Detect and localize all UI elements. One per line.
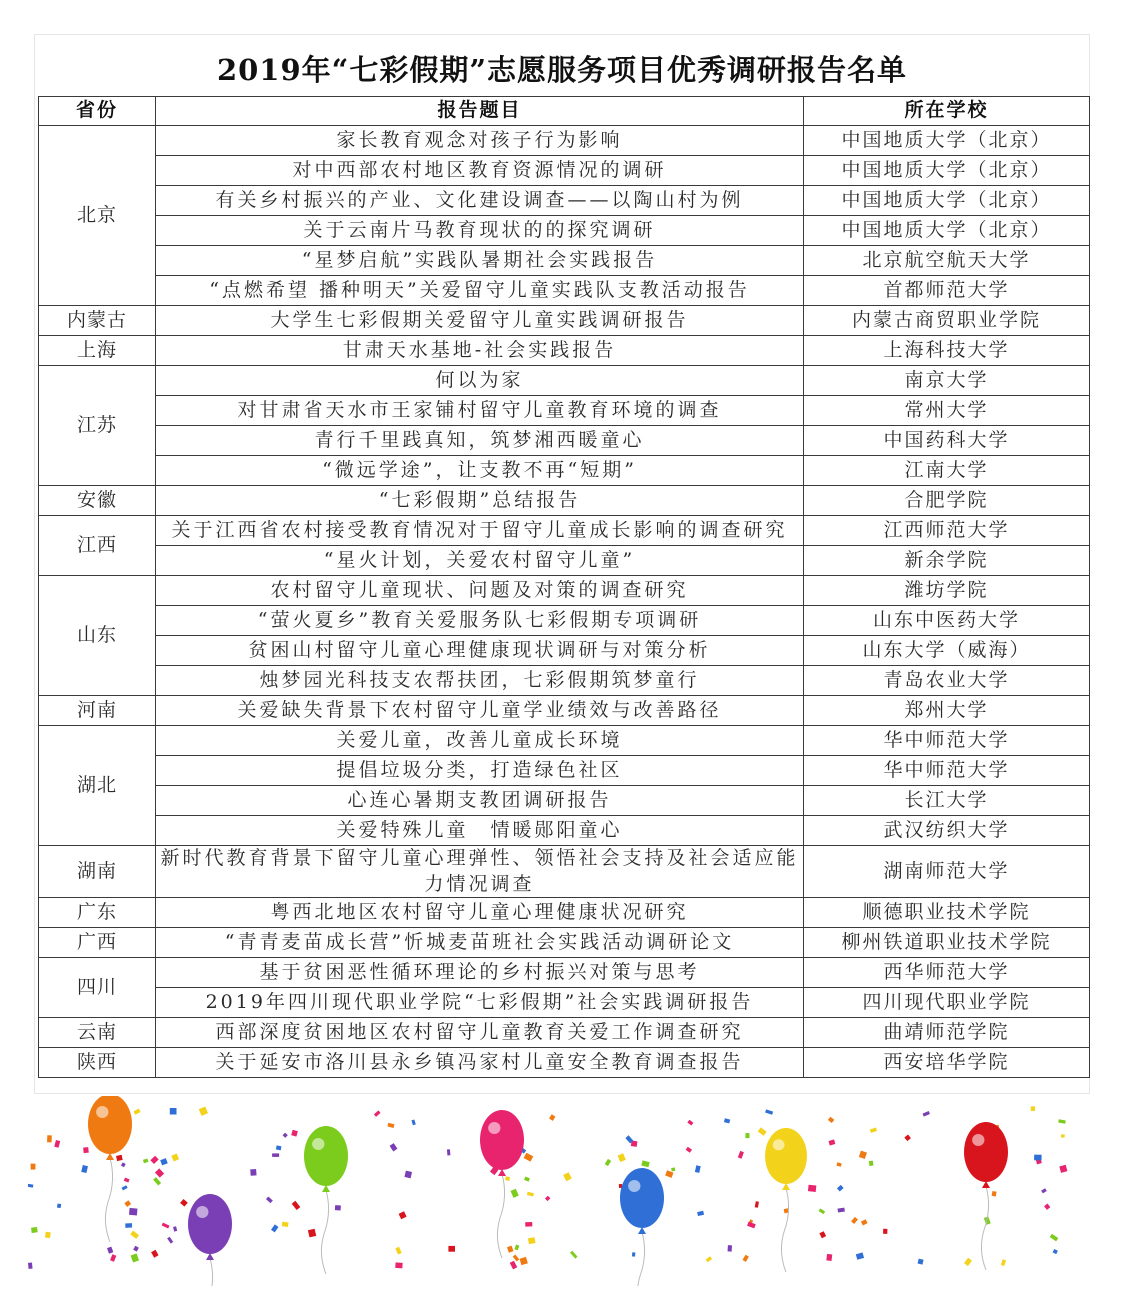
topic-cell: 新时代教育背景下留守儿童心理弹性、领悟社会支持及社会适应能力情况调查: [156, 846, 804, 898]
confetti-piece: [1031, 1106, 1035, 1111]
topic-cell: “微远学途”，让支教不再“短期”: [156, 456, 804, 486]
confetti-piece: [130, 1231, 139, 1239]
school-cell: 西华师范大学: [804, 958, 1090, 988]
confetti-piece: [671, 1168, 675, 1172]
confetti-piece: [738, 1151, 744, 1159]
table-row: [39, 156, 1090, 186]
table-row: [39, 636, 1090, 666]
confetti-piece: [31, 1227, 38, 1233]
balloons-group: [88, 1096, 1008, 1286]
confetti-piece: [836, 1162, 841, 1167]
confetti-piece: [745, 1133, 749, 1138]
province-cell: 广东: [39, 898, 156, 928]
topic-cell: 关爱特殊儿童 情暖郧阳童心: [156, 816, 804, 846]
confetti-piece: [1058, 1119, 1066, 1123]
confetti-piece: [448, 1246, 455, 1252]
topic-cell: 大学生七彩假期关爱留守儿童实践调研报告: [156, 306, 804, 336]
province-cell: 北京: [39, 126, 156, 306]
balloon: [480, 1110, 524, 1258]
topic-cell: “青青麦苗成长营”忻城麦苗班社会实践活动调研论文: [156, 928, 804, 958]
province-cell: 四川: [39, 958, 156, 1018]
confetti-piece: [143, 1159, 149, 1164]
table-row: [39, 1018, 1090, 1048]
confetti-piece: [28, 1184, 33, 1188]
confetti-piece: [686, 1147, 692, 1153]
confetti-piece: [563, 1172, 572, 1181]
topic-cell: 贫困山村留守儿童心理健康现状调研与对策分析: [156, 636, 804, 666]
school-cell: 首都师范大学: [804, 276, 1090, 306]
confetti-piece: [570, 1251, 577, 1259]
confetti-piece: [510, 1189, 518, 1198]
confetti-pieces: [28, 1106, 1067, 1269]
confetti-piece: [520, 1257, 528, 1265]
report-table: [38, 96, 1090, 1078]
table-row: [39, 246, 1090, 276]
balloon: [620, 1168, 664, 1286]
confetti-piece: [992, 1191, 997, 1197]
table-row: [39, 216, 1090, 246]
school-cell: 南京大学: [804, 366, 1090, 396]
table-row: [39, 126, 1090, 156]
confetti-piece: [271, 1224, 278, 1232]
confetti-piece: [272, 1153, 279, 1157]
confetti-piece: [162, 1223, 170, 1229]
confetti-piece: [83, 1147, 89, 1153]
confetti-piece: [510, 1261, 518, 1270]
confetti-piece: [374, 1110, 381, 1116]
confetti-piece: [697, 1211, 704, 1216]
balloon: [304, 1126, 348, 1274]
confetti-piece: [632, 1252, 635, 1256]
confetti-piece: [121, 1162, 126, 1167]
table-row: [39, 1048, 1090, 1078]
confetti-piece: [133, 1109, 140, 1115]
province-cell: 内蒙古: [39, 306, 156, 336]
confetti-piece: [1053, 1249, 1058, 1254]
confetti-piece: [153, 1177, 161, 1185]
balloon: [765, 1128, 807, 1272]
confetti-piece: [291, 1130, 298, 1137]
confetti-piece: [513, 1255, 520, 1262]
province-cell: 上海: [39, 336, 156, 366]
school-cell: 山东中医药大学: [804, 606, 1090, 636]
school-cell: 山东大学（威海）: [804, 636, 1090, 666]
confetti-piece: [155, 1168, 164, 1177]
confetti-piece: [292, 1201, 301, 1210]
confetti-piece: [765, 1109, 773, 1114]
confetti-piece: [755, 1201, 759, 1208]
confetti-piece: [883, 1229, 887, 1234]
confetti-piece: [250, 1169, 256, 1176]
confetti-piece: [904, 1135, 911, 1142]
table-row: [39, 786, 1090, 816]
confetti-piece: [45, 1232, 51, 1238]
topic-cell: 有关乡村振兴的产业、文化建设调查——以陶山村为例: [156, 186, 804, 216]
school-cell: 柳州铁道职业技术学院: [804, 928, 1090, 958]
province-cell: 河南: [39, 696, 156, 726]
confetti-piece: [395, 1247, 401, 1255]
balloon-decoration: [28, 1096, 1088, 1286]
school-cell: 中国地质大学（北京）: [804, 216, 1090, 246]
table-row: [39, 186, 1090, 216]
school-cell: 常州大学: [804, 396, 1090, 426]
confetti-piece: [758, 1127, 767, 1135]
confetti-piece: [641, 1160, 649, 1167]
confetti-piece: [282, 1222, 289, 1227]
confetti-piece: [180, 1199, 188, 1207]
confetti-piece: [110, 1254, 116, 1262]
confetti-piece: [122, 1185, 128, 1190]
topic-cell: “星梦启航”实践队暑期社会实践报告: [156, 246, 804, 276]
confetti-piece: [125, 1223, 132, 1228]
confetti-piece: [870, 1128, 877, 1133]
page-title: 2019年“七彩假期”志愿服务项目优秀调研报告名单: [216, 52, 908, 87]
school-cell: 华中师范大学: [804, 726, 1090, 756]
confetti-piece: [81, 1165, 88, 1173]
province-cell: 湖南: [39, 846, 156, 898]
topic-cell: 粤西北地区农村留守儿童心理健康状况研究: [156, 898, 804, 928]
confetti-piece: [507, 1246, 514, 1253]
table-row: [39, 816, 1090, 846]
table-row: [39, 546, 1090, 576]
confetti-piece: [1050, 1234, 1059, 1242]
confetti-piece: [869, 1161, 874, 1166]
confetti-piece: [837, 1208, 844, 1213]
school-cell: 内蒙古商贸职业学院: [804, 306, 1090, 336]
confetti-piece: [129, 1208, 137, 1216]
header-school: 所在学校: [804, 97, 1090, 126]
school-cell: 上海科技大学: [804, 336, 1090, 366]
confetti-piece: [1001, 1259, 1006, 1266]
confetti-piece: [514, 1245, 519, 1251]
confetti-piece: [57, 1204, 61, 1209]
confetti-piece: [167, 1237, 173, 1244]
confetti-piece: [837, 1185, 844, 1192]
confetti-piece: [856, 1252, 864, 1259]
province-cell: 山东: [39, 576, 156, 696]
confetti-piece: [505, 1176, 510, 1181]
province-cell: 江西: [39, 516, 156, 576]
confetti-piece: [918, 1259, 924, 1265]
confetti-piece: [808, 1185, 816, 1192]
header-topic: 报告题目: [156, 97, 804, 126]
confetti-piece: [151, 1250, 158, 1258]
confetti-piece: [131, 1253, 139, 1262]
school-cell: 西安培华学院: [804, 1048, 1090, 1078]
topic-cell: 关于江西省农村接受教育情况对于留守儿童成长影响的调查研究: [156, 516, 804, 546]
table-row: [39, 846, 1090, 898]
topic-cell: 农村留守儿童现状、问题及对策的调查研究: [156, 576, 804, 606]
topic-cell: 对甘肃省天水市王家铺村留守儿童教育环境的调查: [156, 396, 804, 426]
confetti-piece: [618, 1153, 626, 1162]
confetti-piece: [395, 1262, 402, 1268]
confetti-piece: [687, 1120, 693, 1126]
confetti-piece: [276, 1145, 282, 1150]
topic-cell: 西部深度贫困地区农村留守儿童教育关爱工作调查研究: [156, 1018, 804, 1048]
topic-cell: “七彩假期”总结报告: [156, 486, 804, 516]
confetti-piece: [1041, 1188, 1047, 1193]
balloon: [88, 1096, 132, 1242]
confetti-piece: [861, 1219, 868, 1225]
confetti-piece: [124, 1200, 131, 1207]
confetti-piece: [390, 1143, 398, 1151]
topic-cell: 关爱缺失背景下农村留守儿童学业绩效与改善路径: [156, 696, 804, 726]
balloon: [188, 1194, 232, 1286]
confetti-piece: [133, 1246, 139, 1252]
table-row: [39, 928, 1090, 958]
province-cell: 广西: [39, 928, 156, 958]
confetti-piece: [150, 1156, 158, 1164]
confetti-piece: [308, 1229, 316, 1238]
confetti-piece: [605, 1159, 611, 1166]
confetti-piece: [199, 1107, 208, 1116]
school-cell: 华中师范大学: [804, 756, 1090, 786]
confetti-piece: [549, 1114, 555, 1121]
confetti-piece: [964, 1258, 972, 1266]
table-row: [39, 306, 1090, 336]
confetti-piece: [47, 1135, 52, 1142]
topic-cell: 2019年四川现代职业学院“七彩假期”社会实践调研报告: [156, 988, 804, 1018]
confetti-piece: [399, 1211, 407, 1219]
confetti-piece: [743, 1255, 749, 1262]
school-cell: 中国地质大学（北京）: [804, 126, 1090, 156]
confetti-piece: [819, 1208, 826, 1214]
school-cell: 潍坊学院: [804, 576, 1090, 606]
confetti-piece: [1061, 1134, 1065, 1137]
confetti-piece: [411, 1120, 415, 1126]
table-row: [39, 898, 1090, 928]
confetti-piece: [266, 1197, 273, 1204]
school-cell: 郑州大学: [804, 696, 1090, 726]
confetti-piece: [828, 1117, 834, 1123]
confetti-piece: [819, 1231, 826, 1238]
confetti-piece: [665, 1170, 673, 1178]
school-cell: 江西师范大学: [804, 516, 1090, 546]
table-row: [39, 456, 1090, 486]
confetti-piece: [170, 1108, 177, 1115]
topic-cell: 何以为家: [156, 366, 804, 396]
province-cell: 安徽: [39, 486, 156, 516]
confetti-piece: [1034, 1155, 1041, 1161]
topic-cell: 关爱儿童，改善儿童成长环境: [156, 726, 804, 756]
province-cell: 江苏: [39, 366, 156, 486]
confetti-piece: [1059, 1165, 1067, 1173]
school-cell: 合肥学院: [804, 486, 1090, 516]
confetti-piece: [524, 1177, 530, 1182]
confetti-piece: [695, 1165, 701, 1173]
confetti-piece: [706, 1256, 712, 1262]
topic-cell: 烛梦园光科技支农帮扶团，七彩假期筑梦童行: [156, 666, 804, 696]
school-cell: 武汉纺织大学: [804, 816, 1090, 846]
confetti-piece: [525, 1222, 532, 1227]
topic-cell: “点燃希望 播种明天”关爱留守儿童实践队支教活动报告: [156, 276, 804, 306]
topic-cell: 关于云南片马教育现状的的探究调研: [156, 216, 804, 246]
confetti-piece: [447, 1149, 451, 1155]
topic-cell: 青行千里践真知，筑梦湘西暖童心: [156, 426, 804, 456]
confetti-piece: [124, 1178, 130, 1183]
table-row: [39, 958, 1090, 988]
confetti-piece: [387, 1123, 394, 1128]
header-province: 省份: [39, 97, 156, 126]
confetti-piece: [160, 1158, 168, 1165]
confetti-piece: [54, 1140, 60, 1148]
confetti-piece: [724, 1118, 730, 1123]
school-cell: 中国地质大学（北京）: [804, 186, 1090, 216]
school-cell: 顺德职业技术学院: [804, 898, 1090, 928]
confetti-piece: [335, 1205, 341, 1210]
confetti-piece: [1044, 1204, 1050, 1210]
table-header-row: [39, 97, 1090, 126]
table-row: [39, 756, 1090, 786]
school-cell: 曲靖师范学院: [804, 1018, 1090, 1048]
confetti-piece: [173, 1226, 177, 1231]
confetti-piece: [31, 1164, 36, 1170]
confetti-piece: [527, 1192, 534, 1197]
topic-cell: 对中西部农村地区教育资源情况的调研: [156, 156, 804, 186]
table-row: [39, 516, 1090, 546]
table-row: [39, 988, 1090, 1018]
school-cell: 中国地质大学（北京）: [804, 156, 1090, 186]
topic-cell: 基于贫困恶性循环理论的乡村振兴对策与思考: [156, 958, 804, 988]
province-cell: 陕西: [39, 1048, 156, 1078]
confetti-piece: [171, 1154, 179, 1162]
table-row: [39, 666, 1090, 696]
table-row: [39, 276, 1090, 306]
table-row: [39, 696, 1090, 726]
topic-cell: 家长教育观念对孩子行为影响: [156, 126, 804, 156]
confetti-piece: [28, 1263, 33, 1269]
balloon: [964, 1122, 1008, 1270]
confetti-piece: [107, 1247, 113, 1254]
school-cell: 长江大学: [804, 786, 1090, 816]
table-row: [39, 486, 1090, 516]
province-cell: 湖北: [39, 726, 156, 846]
school-cell: 新余学院: [804, 546, 1090, 576]
topic-cell: 提倡垃圾分类，打造绿色社区: [156, 756, 804, 786]
topic-cell: 甘肃天水基地-社会实践报告: [156, 336, 804, 366]
table-row: [39, 606, 1090, 636]
confetti-piece: [728, 1245, 732, 1252]
confetti-piece: [404, 1171, 412, 1179]
school-cell: 湖南师范大学: [804, 846, 1090, 898]
school-cell: 青岛农业大学: [804, 666, 1090, 696]
table-row: [39, 396, 1090, 426]
confetti-piece: [528, 1237, 536, 1244]
confetti-piece: [851, 1217, 858, 1224]
confetti-piece: [545, 1196, 550, 1201]
table-row: [39, 366, 1090, 396]
table-row: [39, 426, 1090, 456]
school-cell: 北京航空航天大学: [804, 246, 1090, 276]
table-row: [39, 336, 1090, 366]
confetti-piece: [116, 1155, 123, 1161]
table-row: [39, 726, 1090, 756]
school-cell: 江南大学: [804, 456, 1090, 486]
confetti-piece: [826, 1254, 832, 1261]
province-cell: 云南: [39, 1018, 156, 1048]
confetti-piece: [283, 1133, 288, 1138]
school-cell: 四川现代职业学院: [804, 988, 1090, 1018]
topic-cell: 关于延安市洛川县永乡镇冯家村儿童安全教育调查报告: [156, 1048, 804, 1078]
confetti-piece: [859, 1151, 867, 1159]
confetti-piece: [524, 1153, 534, 1162]
topic-cell: 心连心暑期支教团调研报告: [156, 786, 804, 816]
school-cell: 中国药科大学: [804, 426, 1090, 456]
topic-cell: “星火计划，关爱农村留守儿童”: [156, 546, 804, 576]
confetti-piece: [828, 1139, 835, 1145]
topic-cell: “萤火夏乡”教育关爱服务队七彩假期专项调研: [156, 606, 804, 636]
table-row: [39, 576, 1090, 606]
confetti-piece: [923, 1111, 930, 1117]
